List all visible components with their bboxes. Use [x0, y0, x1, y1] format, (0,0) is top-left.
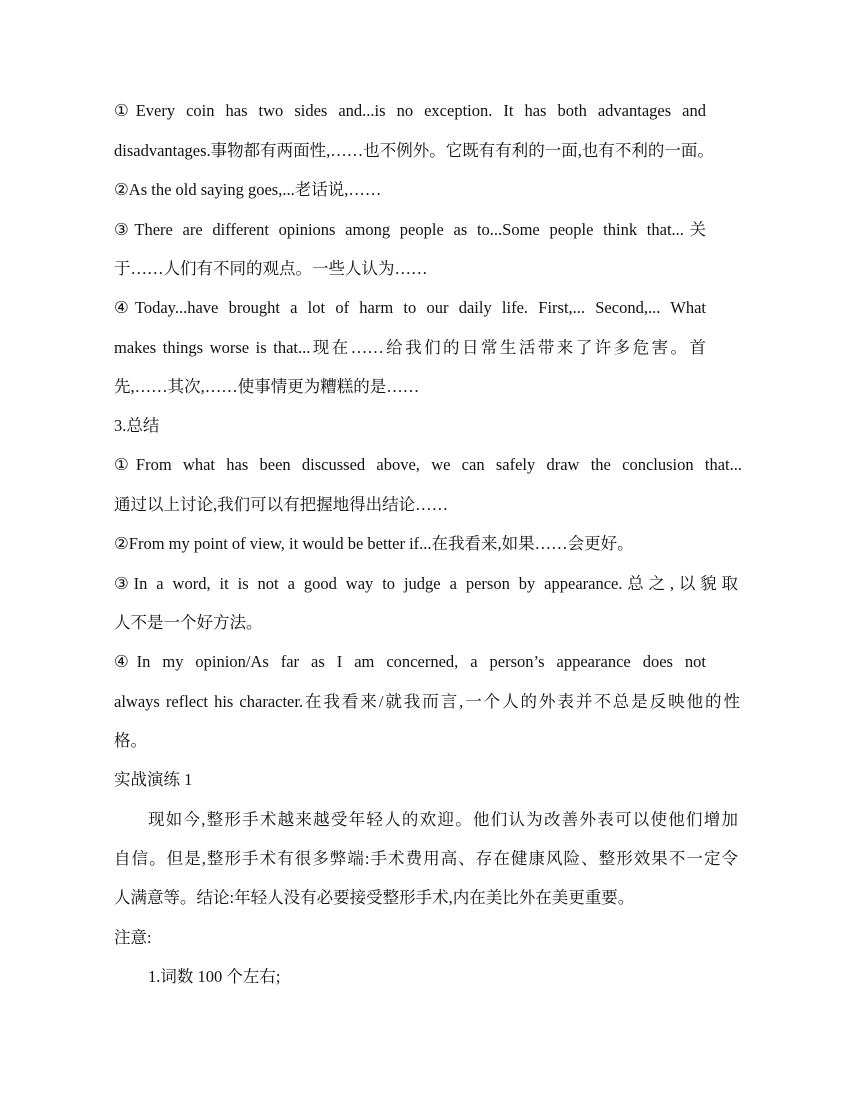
text-line: ④Today...have brought a lot of harm to our daily life. First,... Second,... What: [114, 298, 706, 317]
text-line: ①From what has been discussed above, we can safely draw the conclusion that...: [114, 455, 742, 474]
text-line: 先,……其次,……使事情更为糟糕的是……: [114, 377, 420, 396]
text-line: 现如今,整形手术越来越受年轻人的欢迎。他们认为改善外表可以使他们增加: [148, 810, 738, 829]
text-line: 人满意等。结论:年轻人没有必要接受整形手术,内在美比外在美更重要。: [114, 888, 635, 907]
text-line: ②As the old saying goes,...老话说,……: [114, 180, 382, 199]
text-line: 通过以上讨论,我们可以有把握地得出结论……: [114, 495, 449, 514]
text-line: ②From my point of view, it would be better if...在我看来,如果……会更好。: [114, 534, 634, 553]
section-heading: 3.总结: [114, 416, 160, 435]
text-line: ③In a word, it is not a good way to judge a person by appearance.总之,以貌取: [114, 574, 738, 593]
text-line: always reflect his character.在我看来/就我而言,一个人的外表并不总是反映他的性: [114, 692, 740, 711]
text-line: 1.词数 100 个左右;: [148, 967, 281, 986]
text-line: ④In my opinion/As far as I am concerned, a person’s appearance does not: [114, 652, 706, 671]
text-line: 格。: [114, 731, 147, 750]
text-line: 自信。但是,整形手术有很多弊端:手术费用高、存在健康风险、整形效果不一定令: [114, 849, 738, 868]
section-heading: 实战演练 1: [114, 770, 193, 789]
text-line: 人不是一个好方法。: [114, 613, 263, 632]
text-line: disadvantages.事物都有两面性,……也不例外。它既有有利的一面,也有不利的一面。: [114, 141, 714, 160]
text-line: ①Every coin has two sides and...is no exception. It has both advantages and: [114, 101, 706, 120]
text-line: makes things worse is that...现在……给我们的日常生活带来了许多危害。首: [114, 338, 706, 357]
text-line: ③There are different opinions among people as to...Some people think that...关: [114, 220, 706, 239]
text-line: 于……人们有不同的观点。一些人认为……: [114, 259, 428, 278]
text-line: 注意:: [114, 928, 152, 947]
